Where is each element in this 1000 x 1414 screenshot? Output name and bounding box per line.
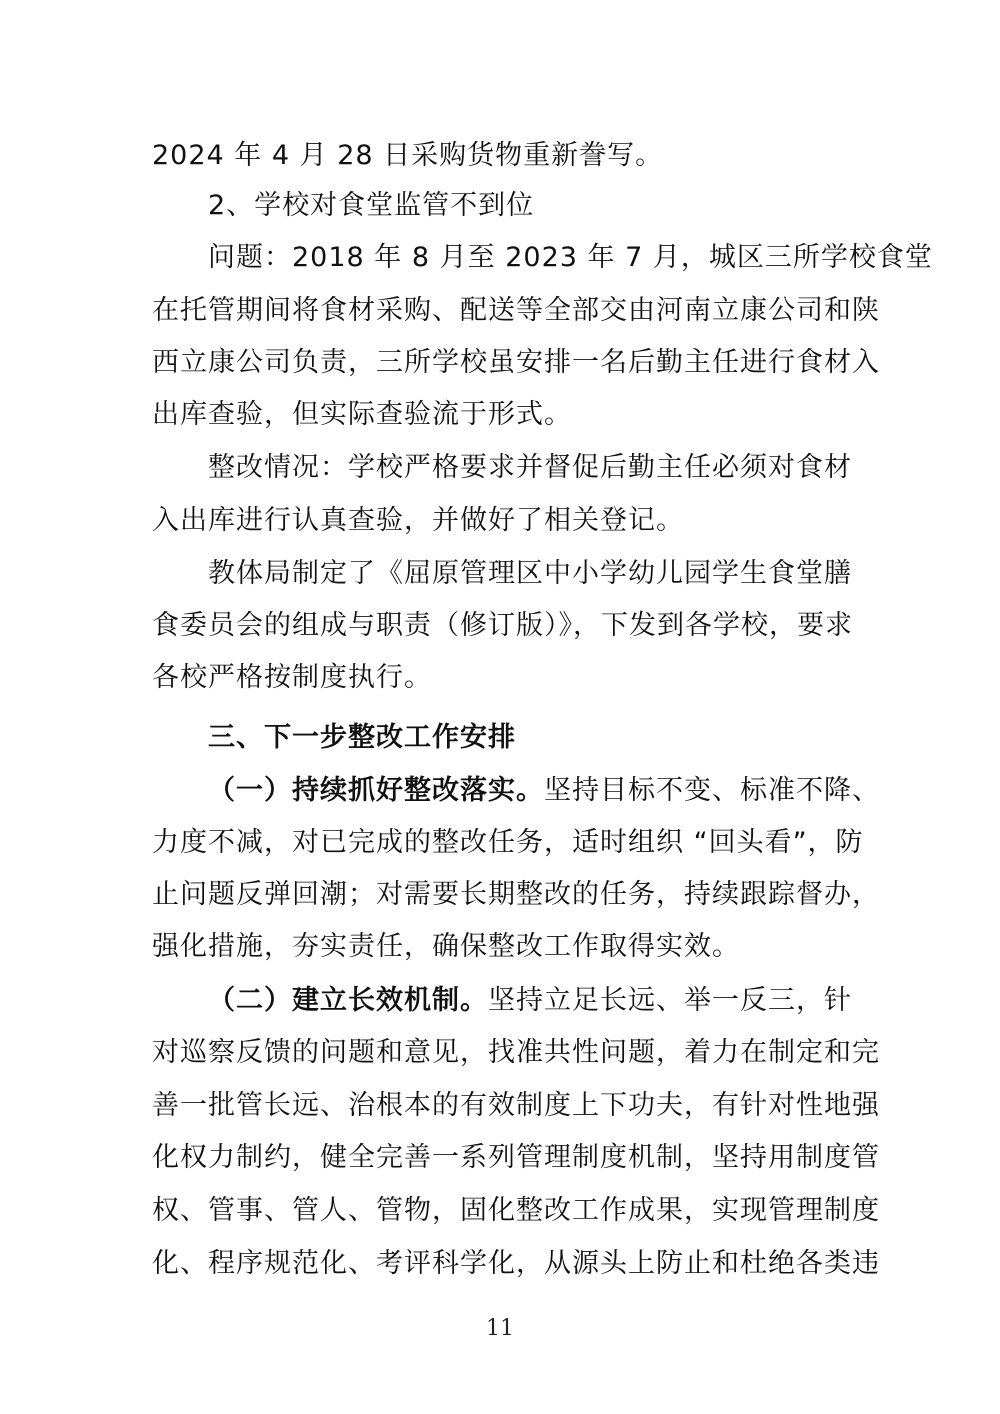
body-text-line: 整改情况：学校严格要求并督促后勤主任必须对食材 <box>208 452 852 483</box>
body-text-line: 2024 年 4 月 28 日采购货物重新誊写。 <box>152 140 664 171</box>
body-text-line <box>208 773 880 809</box>
page-number: 11 <box>486 1316 514 1341</box>
body-text-line: 强化措施，夯实责任，确保整改工作取得实效。 <box>152 931 740 962</box>
body-text-line: 入出库进行认真查验，并做好了相关登记。 <box>152 505 684 536</box>
body-text-line: 止问题反弹回潮；对需要长期整改的任务，持续跟踪督办， <box>152 879 880 910</box>
body-text-line: 对巡察反馈的问题和意见，找准共性问题，着力在制定和完 <box>152 1037 880 1068</box>
body-text-span: 坚持目标不变、标准不降、 <box>544 775 880 806</box>
body-text-line: 食委员会的组成与职责（修订版）》，下发到各学校，要求 <box>152 610 853 641</box>
body-text-line: 在托管期间将食材采购、配送等全部交由河南立康公司和陕 <box>152 295 880 326</box>
body-text-line: 西立康公司负责，三所学校虽安排一名后勤主任进行食材入 <box>152 347 880 378</box>
body-text-line: 权、管事、管人、管物，固化整改工作成果，实现管理制度 <box>152 1195 880 1226</box>
section-subtitle: 2、学校对食堂监管不到位 <box>208 190 535 221</box>
subsection-title: （一）持续抓好整改落实。 <box>208 775 544 806</box>
body-text-line: 化权力制约，健全完善一系列管理制度机制，坚持用制度管 <box>152 1142 880 1173</box>
body-text-span: 坚持立足长远、举一反三，针 <box>488 985 852 1016</box>
body-text-line: 善一批管长远、治根本的有效制度上下功夫，有针对性地强 <box>152 1090 880 1121</box>
body-text-line: 出库查验，但实际查验流于形式。 <box>152 399 572 430</box>
body-text-line: 教体局制定了《屈原管理区中小学幼儿园学生食堂膳 <box>208 558 852 589</box>
body-text-line: 各校严格按制度执行。 <box>152 662 432 693</box>
section-heading: 三、下一步整改工作安排 <box>208 722 516 753</box>
body-text-line: 问题：2018 年 8 月至 2023 年 7 月，城区三所学校食堂 <box>208 242 933 273</box>
body-text-line <box>208 983 852 1019</box>
body-text-line: 力度不减，对已完成的整改任务，适时组织 “回头看”，防 <box>152 827 864 858</box>
subsection-title: （二）建立长效机制。 <box>208 985 488 1016</box>
body-text-line: 化、程序规范化、考评科学化，从源头上防止和杜绝各类违 <box>152 1248 880 1279</box>
